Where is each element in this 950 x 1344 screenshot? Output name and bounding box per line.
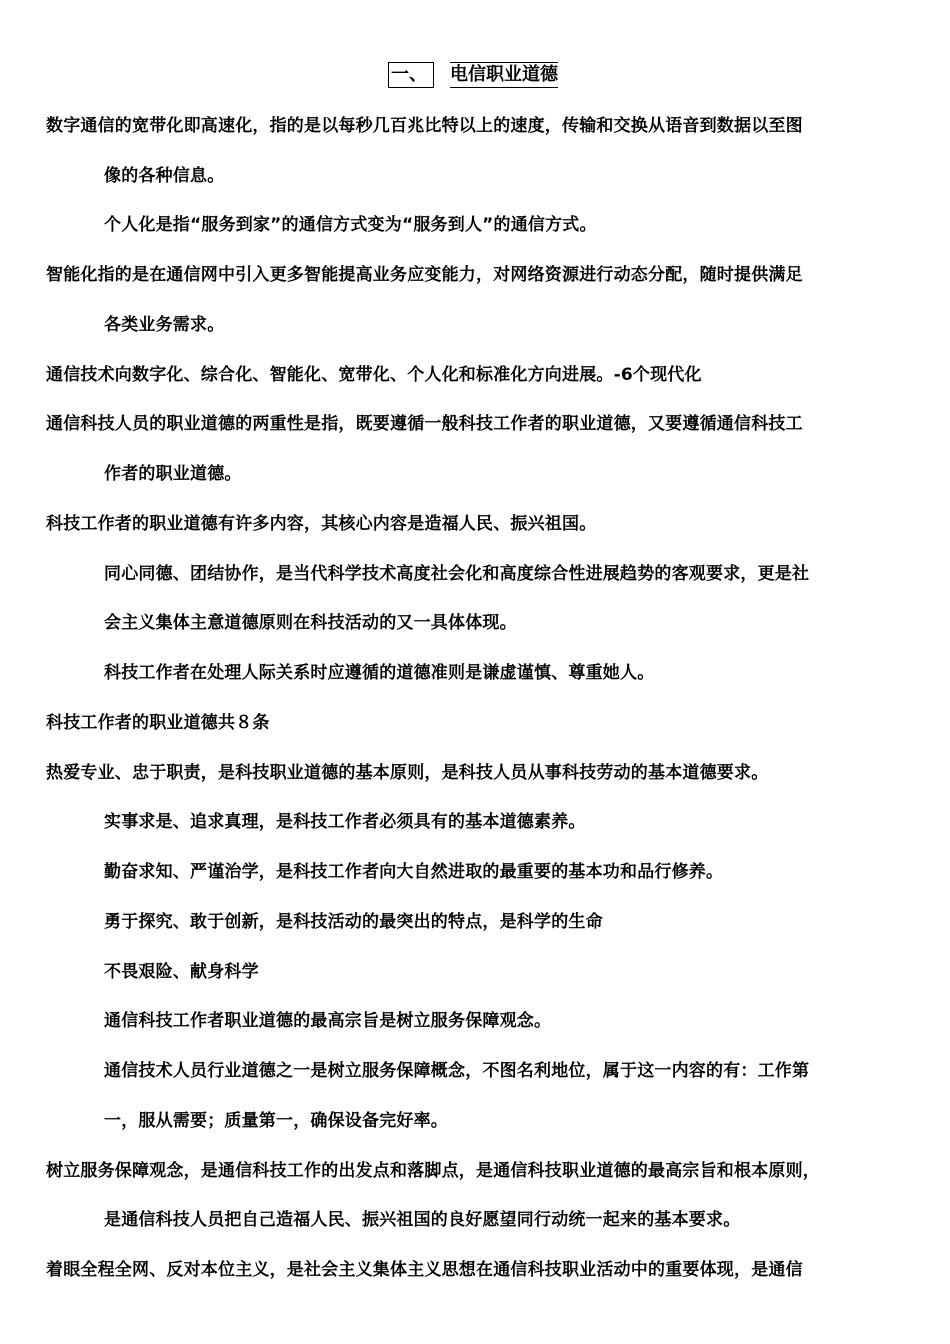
section-heading: 电信职业道德	[450, 62, 558, 88]
body-line: 着眼全程全网、反对本位主义，是社会主义集体主义思想在通信科技职业活动中的重要体现，是通信	[46, 1260, 803, 1280]
body-line: 勤奋求知、严谨治学，是科技工作者向大自然进取的最重要的基本功和品行修养。	[104, 862, 724, 882]
body-line: 勇于探究、敢于创新，是科技活动的最突出的特点，是科学的生命	[104, 912, 603, 932]
body-line: 智能化指的是在通信网中引入更多智能提高业务应变能力，对网络资源进行动态分配，随时提供满足	[46, 265, 803, 285]
body-line: 数字通信的宽带化即高速化，指的是以每秒几百兆比特以上的速度，传输和交换从语音到数据以至图	[46, 116, 803, 136]
body-line: 通信技术人员行业道德之一是树立服务保障概念，不图名利地位，属于这一内容的有：工作第	[104, 1061, 810, 1081]
body-line: 实事求是、追求真理，是科技工作者必须具有的基本道德素养。	[104, 812, 586, 832]
body-line: 科技工作者的职业道德有许多内容，其核心内容是造福人民、振兴祖国。	[46, 514, 597, 534]
body-line: 热爱专业、忠于职责，是科技职业道德的基本原则，是科技人员从事科技劳动的基本道德要求。	[46, 763, 769, 783]
body-line: 不畏艰险、献身科学	[104, 962, 259, 982]
body-line: 同心同德、团结协作，是当代科学技术高度社会化和高度综合性进展趋势的客观要求，更是社	[104, 564, 810, 584]
body-line: 通信科技人员的职业道德的两重性是指，既要遵循一般科技工作者的职业道德，又要遵循通信科技工	[46, 414, 803, 434]
body-line: 作者的职业道德。	[104, 464, 242, 484]
body-line: 通信科技工作者职业道德的最高宗旨是树立服务保障观念。	[104, 1011, 552, 1031]
section-title	[388, 61, 558, 89]
body-line: 通信技术向数字化、综合化、智能化、宽带化、个人化和标准化方向进展。-6个现代化	[46, 365, 702, 385]
body-line: 一，服从需要；质量第一，确保设备完好率。	[104, 1111, 448, 1131]
body-line: 会主义集体主意道德原则在科技活动的又一具体体现。	[104, 613, 517, 633]
section-number: 一、	[388, 62, 434, 88]
body-line: 是通信科技人员把自己造福人民、振兴祖国的良好愿望同行动统一起来的基本要求。	[104, 1210, 741, 1230]
body-line: 像的各种信息。	[104, 166, 225, 186]
body-line: 个人化是指“服务到家”的通信方式变为“服务到人”的通信方式。	[104, 215, 597, 235]
body-line: 科技工作者的职业道德共８条	[46, 713, 270, 733]
body-line: 科技工作者在处理人际关系时应遵循的道德准则是谦虚谨慎、尊重她人。	[104, 663, 655, 683]
body-line: 各类业务需求。	[104, 315, 225, 335]
body-line: 树立服务保障观念，是通信科技工作的出发点和落脚点，是通信科技职业道德的最高宗旨和根本原则，	[46, 1161, 820, 1181]
